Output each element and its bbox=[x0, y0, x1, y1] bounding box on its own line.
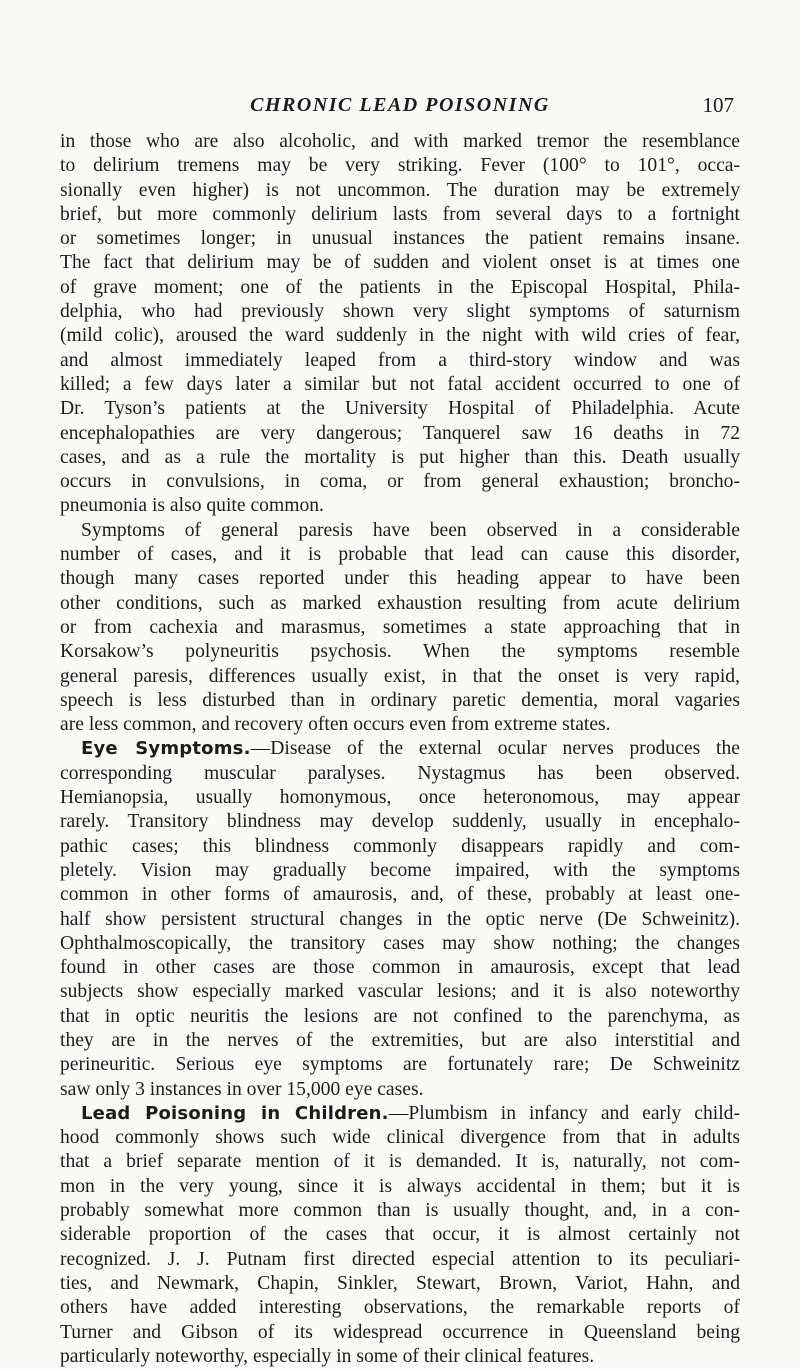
text-line: hood commonly shows such wide clinical divergence from that in adults bbox=[60, 1127, 740, 1149]
text-line: perineuritic. Serious eye symptoms are fortunately rare; De Schweinitz bbox=[60, 1054, 740, 1076]
text-line: speech is less disturbed than in ordinary paretic dementia, moral vagaries bbox=[60, 689, 740, 711]
text-line: and almost immediately leaped from a third-story window and was bbox=[60, 349, 740, 371]
text-line: pneumonia is also quite common. bbox=[60, 495, 324, 517]
paragraph-delirium bbox=[60, 130, 740, 519]
text-line: Turner and Gibson of its widespread occurrence in Queensland being bbox=[60, 1321, 740, 1343]
paragraph-eye-symptoms bbox=[60, 737, 740, 1101]
text-line bbox=[60, 1102, 740, 1126]
text-line: though many cases reported under this heading appear to have been bbox=[60, 568, 740, 590]
text-run: —Disease of the external ocular nerves produces the bbox=[250, 738, 740, 760]
text-line: subjects show especially marked vascular lesions; and it is also noteworthy bbox=[60, 981, 740, 1003]
text-line: corresponding muscular paralyses. Nystagmus has been observed. bbox=[60, 762, 740, 784]
text-line: or sometimes longer; in unusual instances the patient remains insane. bbox=[60, 228, 740, 250]
page-number: 107 bbox=[702, 93, 734, 117]
text-line: or from cachexia and marasmus, sometimes a state approaching that in bbox=[60, 616, 740, 638]
text-line: brief, but more commonly delirium lasts from several days to a fortnight bbox=[60, 203, 740, 225]
section-heading-eye-symptoms: Eye Symptoms. bbox=[81, 738, 251, 760]
text-line: Korsakow’s polyneuritis psychosis. When the symptoms resemble bbox=[60, 641, 740, 663]
text-line: sionally even higher) is not uncommon. The duration may be extremely bbox=[60, 179, 740, 201]
text-line bbox=[60, 737, 740, 761]
body-text bbox=[60, 130, 740, 1369]
text-line: Symptoms of general paresis have been observed in a considerable bbox=[81, 519, 740, 541]
text-line: Dr. Tyson’s patients at the University Hospital of Philadelphia. Acute bbox=[60, 398, 740, 420]
text-line: recognized. J. J. Putnam first directed especial attention to its peculiari- bbox=[60, 1248, 740, 1270]
text-line: pletely. Vision may gradually become impaired, with the symptoms bbox=[60, 859, 740, 881]
text-line: of grave moment; one of the patients in the Episcopal Hospital, Phila- bbox=[60, 276, 740, 298]
text-line: to delirium tremens may be very striking. Fever (100° to 101°, occa- bbox=[60, 155, 740, 177]
text-line: are less common, and recovery often occurs even from extreme states. bbox=[60, 714, 611, 736]
text-line: that a brief separate mention of it is demanded. It is, naturally, not com- bbox=[60, 1151, 740, 1173]
text-line: number of cases, and it is probable that lead can cause this disorder, bbox=[60, 544, 740, 566]
text-line: probably somewhat more common than is usually thought, and, in a con- bbox=[60, 1200, 740, 1222]
paragraph-lead-poisoning-children bbox=[60, 1102, 740, 1369]
text-line: they are in the nerves of the extremities, but are also interstitial and bbox=[60, 1029, 740, 1051]
text-line: occurs in convulsions, in coma, or from general exhaustion; broncho- bbox=[60, 471, 740, 493]
running-title: CHRONIC LEAD POISONING bbox=[250, 94, 550, 116]
text-line: delphia, who had previously shown very slight symptoms of saturnism bbox=[60, 301, 740, 323]
text-line: siderable proportion of the cases that occur, it is almost certainly not bbox=[60, 1224, 740, 1246]
text-line: pathic cases; this blindness commonly disappears rapidly and com- bbox=[60, 835, 740, 857]
text-line: saw only 3 instances in over 15,000 eye cases. bbox=[60, 1078, 424, 1100]
text-line: common in other forms of amaurosis, and, of these, probably at least one- bbox=[60, 884, 740, 906]
text-line: encephalopathies are very dangerous; Tanquerel saw 16 deaths in 72 bbox=[60, 422, 740, 444]
text-line: rarely. Transitory blindness may develop suddenly, usually in encephalo- bbox=[60, 811, 740, 833]
text-line: mon in the very young, since it is always accidental in them; but it is bbox=[60, 1175, 740, 1197]
text-line: others have added interesting observations, the remarkable reports of bbox=[60, 1297, 740, 1319]
text-line: half show persistent structural changes in the optic nerve (De Schweinitz). bbox=[60, 908, 740, 930]
text-line: particularly noteworthy, especially in some of their clinical features. bbox=[60, 1345, 595, 1367]
section-heading-lead-poisoning-children: Lead Poisoning in Children. bbox=[81, 1102, 389, 1124]
text-line: killed; a few days later a similar but not fatal accident occurred to one of bbox=[60, 373, 740, 395]
text-line: (mild colic), aroused the ward suddenly in the night with wild cries of fear, bbox=[60, 325, 740, 347]
text-line: general paresis, differences usually exist, in that the onset is very rapid, bbox=[60, 665, 740, 687]
text-line: Hemianopsia, usually homonymous, once heteronomous, may appear bbox=[60, 787, 740, 809]
text-line: Ophthalmoscopically, the transitory cases may show nothing; the changes bbox=[60, 932, 740, 954]
text-line: ties, and Newmark, Chapin, Sinkler, Stewart, Brown, Variot, Hahn, and bbox=[60, 1272, 740, 1294]
text-line: cases, and as a rule the mortality is put higher than this. Death usually bbox=[60, 446, 740, 468]
paragraph-general-paresis bbox=[60, 519, 740, 738]
text-line: The fact that delirium may be of sudden and violent onset is at times one bbox=[60, 252, 740, 274]
text-line: other conditions, such as marked exhaustion resulting from acute delirium bbox=[60, 592, 740, 614]
text-line: that in optic neuritis the lesions are not confined to the parenchyma, as bbox=[60, 1005, 740, 1027]
text-line: in those who are also alcoholic, and with marked tremor the resemblance bbox=[60, 131, 740, 152]
text-run: —Plumbism in infancy and early child- bbox=[388, 1102, 740, 1124]
text-line: found in other cases are those common in amaurosis, except that lead bbox=[60, 957, 740, 979]
running-head bbox=[60, 90, 740, 120]
